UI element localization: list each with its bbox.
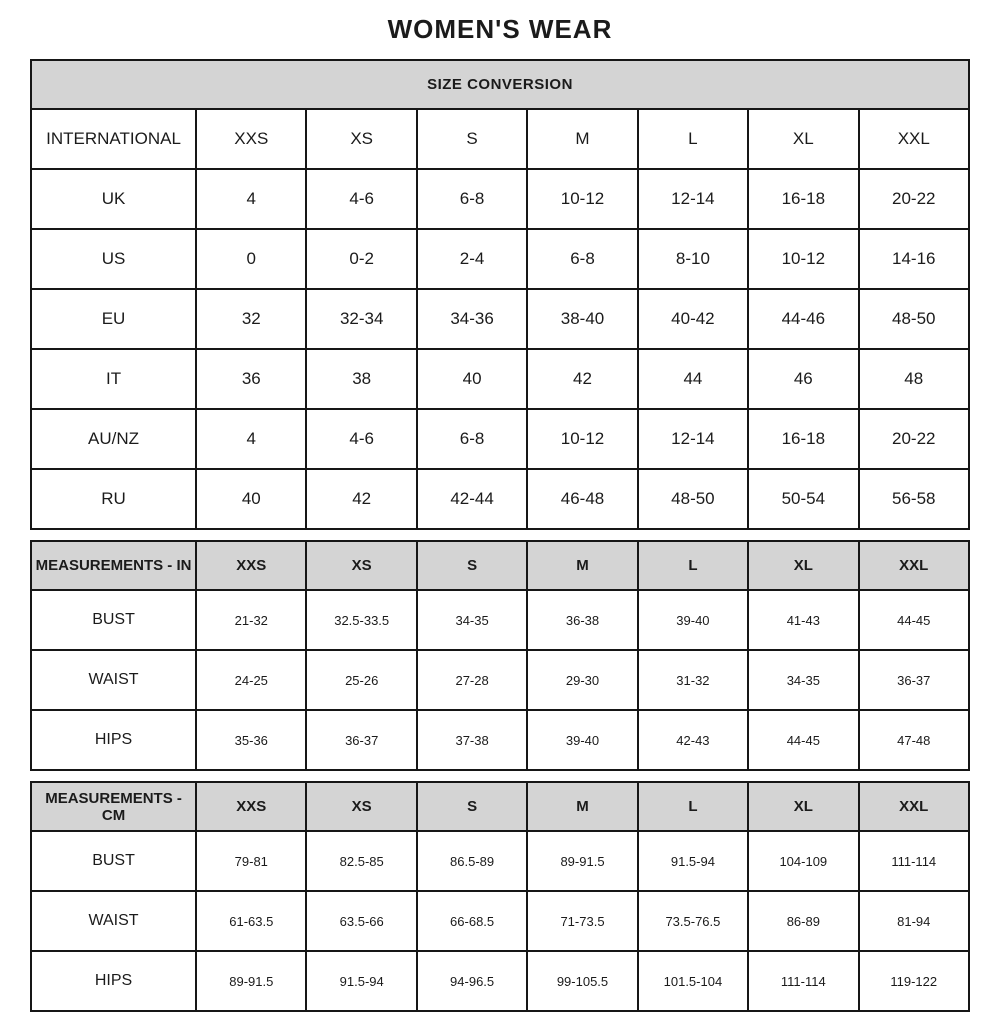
measurement-value-cell: 111-114 xyxy=(748,951,858,1011)
measurement-value-cell: 66-68.5 xyxy=(417,891,527,951)
measurement-value-cell: 111-114 xyxy=(859,831,969,891)
size-value-cell: 46 xyxy=(748,349,858,409)
table-row xyxy=(31,229,969,289)
size-value-cell: 48-50 xyxy=(859,289,969,349)
size-value-cell: 40 xyxy=(196,469,306,529)
size-value-cell: 48 xyxy=(859,349,969,409)
table-row xyxy=(31,109,969,169)
table-title: MEASUREMENTS - IN xyxy=(31,541,196,590)
size-column-header: XXS xyxy=(196,109,306,169)
size-value-cell: 10-12 xyxy=(527,169,637,229)
measurement-value-cell: 89-91.5 xyxy=(527,831,637,891)
size-value-cell: 50-54 xyxy=(748,469,858,529)
size-value-cell: 32-34 xyxy=(306,289,416,349)
size-column-header: L xyxy=(638,109,748,169)
table-row xyxy=(31,650,969,710)
size-conversion-table xyxy=(30,59,970,530)
size-value-cell: 6-8 xyxy=(417,409,527,469)
table-row xyxy=(31,590,969,650)
table-title: SIZE CONVERSION xyxy=(31,60,969,109)
size-column-header: XS xyxy=(306,541,416,590)
measurement-value-cell: 24-25 xyxy=(196,650,306,710)
table-title: MEASUREMENTS - CM xyxy=(31,782,196,831)
measurement-value-cell: 81-94 xyxy=(859,891,969,951)
measurement-value-cell: 32.5-33.5 xyxy=(306,590,416,650)
measurement-value-cell: 37-38 xyxy=(417,710,527,770)
measurement-value-cell: 73.5-76.5 xyxy=(638,891,748,951)
measurement-value-cell: 41-43 xyxy=(748,590,858,650)
table-row xyxy=(31,60,969,109)
measurement-row-label: BUST xyxy=(31,590,196,650)
measurement-value-cell: 91.5-94 xyxy=(306,951,416,1011)
measurement-value-cell: 104-109 xyxy=(748,831,858,891)
size-value-cell: 42 xyxy=(527,349,637,409)
size-value-cell: 32 xyxy=(196,289,306,349)
measurement-value-cell: 89-91.5 xyxy=(196,951,306,1011)
measurement-value-cell: 82.5-85 xyxy=(306,831,416,891)
measurement-value-cell: 79-81 xyxy=(196,831,306,891)
measurement-value-cell: 29-30 xyxy=(527,650,637,710)
size-value-cell: 6-8 xyxy=(527,229,637,289)
size-value-cell: 8-10 xyxy=(638,229,748,289)
size-value-cell: 12-14 xyxy=(638,409,748,469)
size-column-header: XS xyxy=(306,782,416,831)
measurement-value-cell: 71-73.5 xyxy=(527,891,637,951)
size-value-cell: 2-4 xyxy=(417,229,527,289)
table-row xyxy=(31,349,969,409)
size-value-cell: 10-12 xyxy=(748,229,858,289)
size-column-header: XXL xyxy=(859,541,969,590)
measurement-value-cell: 39-40 xyxy=(638,590,748,650)
international-header: INTERNATIONAL xyxy=(31,109,196,169)
measurement-value-cell: 21-32 xyxy=(196,590,306,650)
size-column-header: M xyxy=(527,782,637,831)
measurement-row-label: HIPS xyxy=(31,951,196,1011)
measurement-value-cell: 99-105.5 xyxy=(527,951,637,1011)
measurement-value-cell: 44-45 xyxy=(859,590,969,650)
measurement-row-label: HIPS xyxy=(31,710,196,770)
size-column-header: XXL xyxy=(859,782,969,831)
size-column-header: XXL xyxy=(859,109,969,169)
size-value-cell: 48-50 xyxy=(638,469,748,529)
table-row xyxy=(31,169,969,229)
table-row xyxy=(31,469,969,529)
measurement-value-cell: 35-36 xyxy=(196,710,306,770)
size-value-cell: 42 xyxy=(306,469,416,529)
size-value-cell: 4-6 xyxy=(306,409,416,469)
measurement-value-cell: 63.5-66 xyxy=(306,891,416,951)
region-row-label: UK xyxy=(31,169,196,229)
size-value-cell: 40-42 xyxy=(638,289,748,349)
table-row xyxy=(31,831,969,891)
page-title: WOMEN'S WEAR xyxy=(387,14,613,44)
size-column-header: L xyxy=(638,782,748,831)
size-value-cell: 44-46 xyxy=(748,289,858,349)
measurement-value-cell: 34-35 xyxy=(748,650,858,710)
size-value-cell: 4-6 xyxy=(306,169,416,229)
table-row xyxy=(31,951,969,1011)
measurement-row-label: WAIST xyxy=(31,891,196,951)
measurement-value-cell: 39-40 xyxy=(527,710,637,770)
size-column-header: XL xyxy=(748,109,858,169)
size-column-header: M xyxy=(527,109,637,169)
measurement-value-cell: 101.5-104 xyxy=(638,951,748,1011)
size-value-cell: 0 xyxy=(196,229,306,289)
table-row xyxy=(31,289,969,349)
region-row-label: AU/NZ xyxy=(31,409,196,469)
size-value-cell: 38 xyxy=(306,349,416,409)
size-value-cell: 38-40 xyxy=(527,289,637,349)
region-row-label: RU xyxy=(31,469,196,529)
size-value-cell: 4 xyxy=(196,409,306,469)
region-row-label: US xyxy=(31,229,196,289)
size-value-cell: 6-8 xyxy=(417,169,527,229)
table-row xyxy=(31,710,969,770)
measurement-row-label: BUST xyxy=(31,831,196,891)
measurements-in-table xyxy=(30,540,970,771)
measurement-value-cell: 34-35 xyxy=(417,590,527,650)
size-column-header: S xyxy=(417,782,527,831)
size-value-cell: 16-18 xyxy=(748,409,858,469)
size-value-cell: 40 xyxy=(417,349,527,409)
measurement-value-cell: 91.5-94 xyxy=(638,831,748,891)
size-column-header: S xyxy=(417,109,527,169)
size-value-cell: 4 xyxy=(196,169,306,229)
measurement-value-cell: 44-45 xyxy=(748,710,858,770)
table-row xyxy=(31,782,969,831)
size-value-cell: 34-36 xyxy=(417,289,527,349)
size-chart-page xyxy=(30,0,970,1012)
size-value-cell: 0-2 xyxy=(306,229,416,289)
measurement-value-cell: 86.5-89 xyxy=(417,831,527,891)
size-column-header: XXS xyxy=(196,541,306,590)
table-row xyxy=(31,409,969,469)
measurement-value-cell: 36-37 xyxy=(859,650,969,710)
measurement-value-cell: 61-63.5 xyxy=(196,891,306,951)
size-column-header: XL xyxy=(748,782,858,831)
table-row xyxy=(31,541,969,590)
measurement-value-cell: 86-89 xyxy=(748,891,858,951)
measurement-value-cell: 25-26 xyxy=(306,650,416,710)
size-value-cell: 44 xyxy=(638,349,748,409)
size-value-cell: 10-12 xyxy=(527,409,637,469)
size-value-cell: 42-44 xyxy=(417,469,527,529)
measurement-value-cell: 36-38 xyxy=(527,590,637,650)
size-value-cell: 14-16 xyxy=(859,229,969,289)
size-column-header: XL xyxy=(748,541,858,590)
measurement-value-cell: 47-48 xyxy=(859,710,969,770)
measurement-value-cell: 94-96.5 xyxy=(417,951,527,1011)
measurement-row-label: WAIST xyxy=(31,650,196,710)
size-column-header: XXS xyxy=(196,782,306,831)
region-row-label: EU xyxy=(31,289,196,349)
size-column-header: S xyxy=(417,541,527,590)
size-value-cell: 16-18 xyxy=(748,169,858,229)
size-value-cell: 56-58 xyxy=(859,469,969,529)
size-column-header: XS xyxy=(306,109,416,169)
measurement-value-cell: 31-32 xyxy=(638,650,748,710)
size-value-cell: 36 xyxy=(196,349,306,409)
measurement-value-cell: 27-28 xyxy=(417,650,527,710)
size-value-cell: 20-22 xyxy=(859,409,969,469)
size-value-cell: 20-22 xyxy=(859,169,969,229)
size-value-cell: 46-48 xyxy=(527,469,637,529)
region-row-label: IT xyxy=(31,349,196,409)
measurement-value-cell: 42-43 xyxy=(638,710,748,770)
size-column-header: L xyxy=(638,541,748,590)
size-column-header: M xyxy=(527,541,637,590)
measurements-cm-table xyxy=(30,781,970,1012)
measurement-value-cell: 36-37 xyxy=(306,710,416,770)
table-row xyxy=(31,891,969,951)
size-value-cell: 12-14 xyxy=(638,169,748,229)
measurement-value-cell: 119-122 xyxy=(859,951,969,1011)
